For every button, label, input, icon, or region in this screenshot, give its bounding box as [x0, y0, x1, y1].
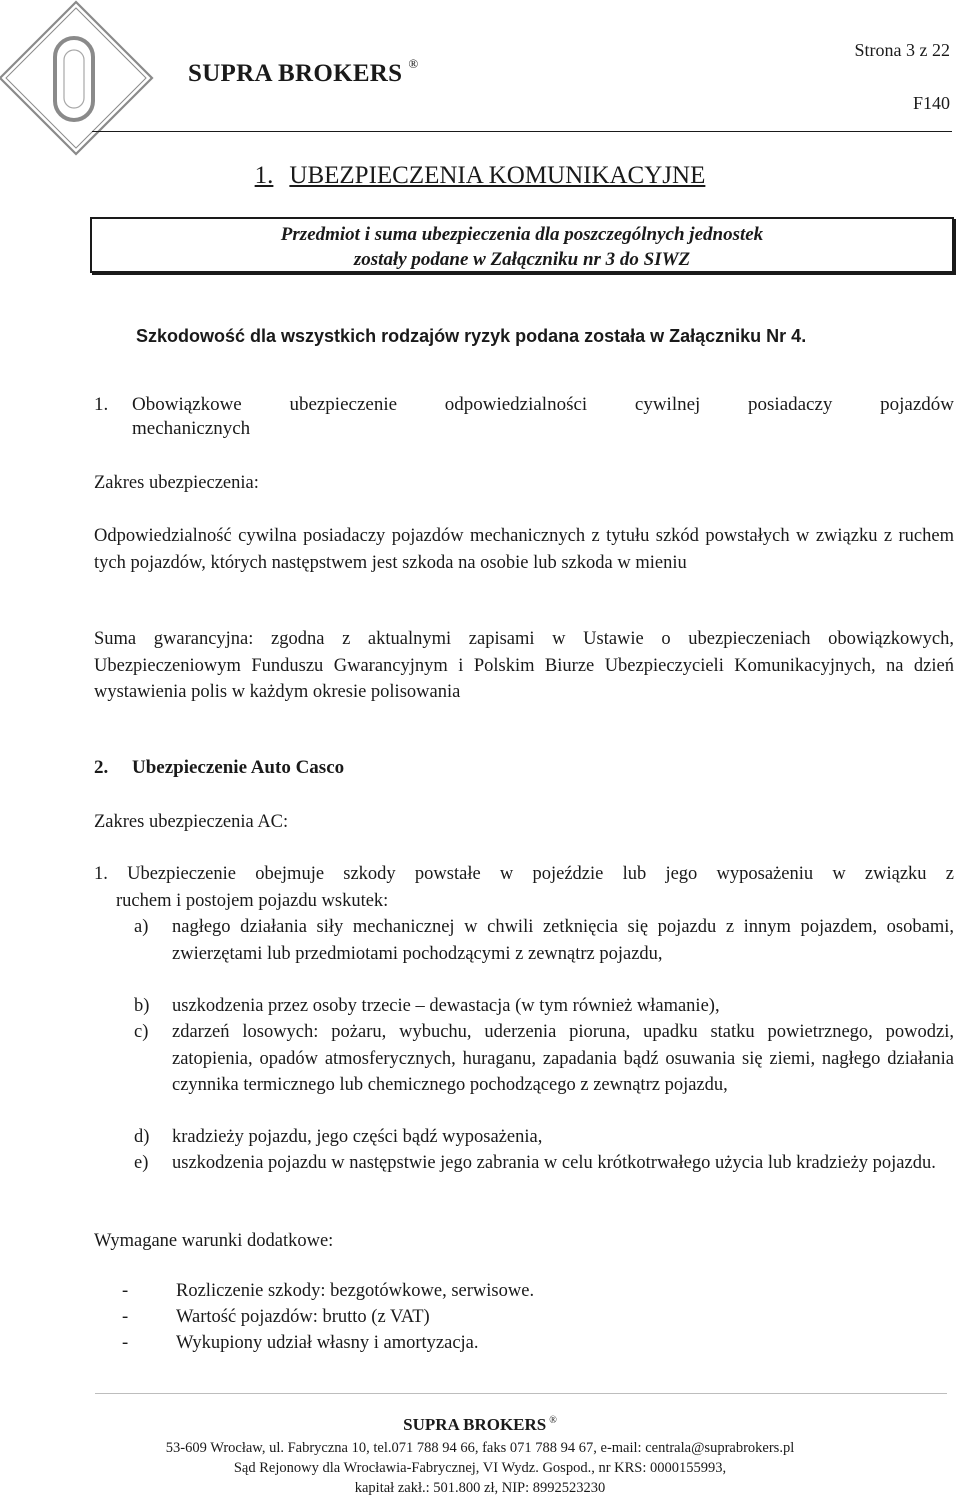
subject-note-box: [90, 217, 954, 273]
footer-address: 53-609 Wrocław, ul. Fabryczna 10, tel.071 788 94 66, faks 071 788 94 67, e-mail: centrala@suprabrokers.pl: [165, 1440, 795, 1456]
requirement-dash: -: [122, 1307, 129, 1327]
ac-intro-paragraph: [94, 861, 954, 914]
footer-capital: kapitał zakł.: 501.800 zł, NIP: 8992523230: [354, 1480, 606, 1496]
footer-divider: [95, 1393, 947, 1394]
ac-heading: [94, 757, 344, 779]
list-item-label: b): [134, 996, 150, 1016]
ac-intro-number: 1.: [94, 864, 108, 884]
requirement-item: [122, 1330, 479, 1357]
oc-heading-title-continued: mechanicznych: [132, 418, 251, 439]
list-item-label: d): [134, 1127, 150, 1147]
oc-heading-title: Obowiązkowe ubezpieczenie odpowiedzialności cywilnej posiadaczy pojazdów: [132, 394, 954, 415]
brand-title: [188, 56, 419, 88]
list-item: [134, 1150, 954, 1177]
requirement-text: Wartość pojazdów: brutto (z VAT): [176, 1307, 430, 1327]
footer-registry: Sąd Rejonowy dla Wrocławia-Fabrycznej, VI Wydz. Gospod., nr KRS: 0000155993,: [233, 1460, 727, 1476]
list-item-label: e): [134, 1153, 149, 1173]
page-number: Strona 3 z 22: [854, 40, 950, 60]
list-item-text: zdarzeń losowych: pożaru, wybuchu, uderzenia pioruna, upadku statku powietrznego, powodzi, zatopienia, opadów atmosferycznych, huraganu, zapadania bądź osuwania się ziemi, nagłego działania czynnika termicznego lub chemicznego pochodzącego z zewnątrz pojazdu,: [172, 1022, 954, 1095]
section-heading-title: UBEZPIECZENIA KOMUNIKACYJNE: [289, 162, 706, 189]
list-item-text: uszkodzenia pojazdu w następstwie jego zabrania w celu krótkotrwałego użycia lub kradzieży pojazdu.: [172, 1153, 936, 1173]
list-item: [134, 993, 954, 1020]
section-heading-number: 1.: [254, 162, 274, 189]
list-item-text: nagłego działania siły mechanicznej w chwili zetknięcia się pojazdu z innym pojazdem, osobami, zwierzętami lub przedmiotami pochodzącymi z zewnątrz pojazdu,: [172, 917, 954, 964]
footer-brand-name: SUPRA BROKERS: [403, 1415, 547, 1434]
brand-name: SUPRA BROKERS: [188, 60, 403, 87]
list-item: [134, 914, 954, 967]
footer-registered-mark: ®: [549, 1415, 557, 1426]
list-item: [134, 1019, 954, 1099]
note-line-1: Przedmiot i suma ubezpieczenia dla poszczególnych jednostek: [280, 224, 764, 245]
header-divider: [92, 131, 952, 132]
oc-scope-label: Zakres ubezpieczenia:: [94, 473, 259, 493]
registered-mark: ®: [408, 56, 419, 71]
ac-heading-title: Ubezpieczenie Auto Casco: [132, 757, 345, 778]
ac-intro-line-1: Ubezpieczenie obejmuje szkody powstałe w pojeździe lub jego wyposażeniu w związku z: [127, 864, 954, 884]
oc-heading-number: 1.: [94, 394, 109, 415]
requirement-dash: -: [122, 1333, 129, 1353]
oc-liability-paragraph: Odpowiedzialność cywilna posiadaczy pojazdów mechanicznych z tytułu szkód powstałych w związku z ruchem tych pojazdów, których następstwem jest szkoda na osobie lub szkoda w mieniu: [94, 526, 954, 573]
ac-heading-number: 2.: [94, 757, 109, 778]
section-heading: [0, 162, 960, 190]
list-item-text: uszkodzenia przez osoby trzecie – dewastacja (w tym również włamanie),: [172, 996, 720, 1016]
ac-scope-label: Zakres ubezpieczenia AC:: [94, 812, 289, 832]
requirement-text: Wykupiony udział własny i amortyzacja.: [176, 1333, 479, 1353]
requirement-item: [122, 1278, 534, 1305]
claims-history-note: Szkodowość dla wszystkich rodzajów ryzyk podana została w Załączniku Nr 4.: [136, 326, 807, 346]
oc-guarantee-paragraph: Suma gwarancyjna: zgodna z aktualnymi zapisami w Ustawie o ubezpieczeniach obowiązkowych, Ubezpieczeniowym Funduszu Gwarancyjnym i Polskim Biurze Ubezpieczycieli Komunikacyjnych, na dzień wystawienia polis w każdym okresie polisowania: [94, 629, 954, 702]
ac-intro-line-2: ruchem i postojem pojazdu wskutek:: [116, 890, 389, 911]
list-item: [134, 1124, 954, 1151]
requirements-label: Wymagane warunki dodatkowe:: [94, 1231, 334, 1251]
note-line-2: zostały podane w Załączniku nr 3 do SIWZ: [353, 249, 691, 270]
list-item-text: kradzieży pojazdu, jego części bądź wyposażenia,: [172, 1127, 543, 1147]
diamond-logo-icon: [0, 0, 160, 160]
requirement-item: [122, 1304, 430, 1331]
list-item-label: c): [134, 1022, 149, 1042]
footer-brand: [0, 1415, 960, 1435]
document-code: F140: [912, 93, 950, 113]
list-item-label: a): [134, 917, 149, 937]
requirement-text: Rozliczenie szkody: bezgotówkowe, serwisowe.: [176, 1281, 535, 1301]
oc-heading: [94, 392, 954, 419]
requirement-dash: -: [122, 1281, 129, 1301]
